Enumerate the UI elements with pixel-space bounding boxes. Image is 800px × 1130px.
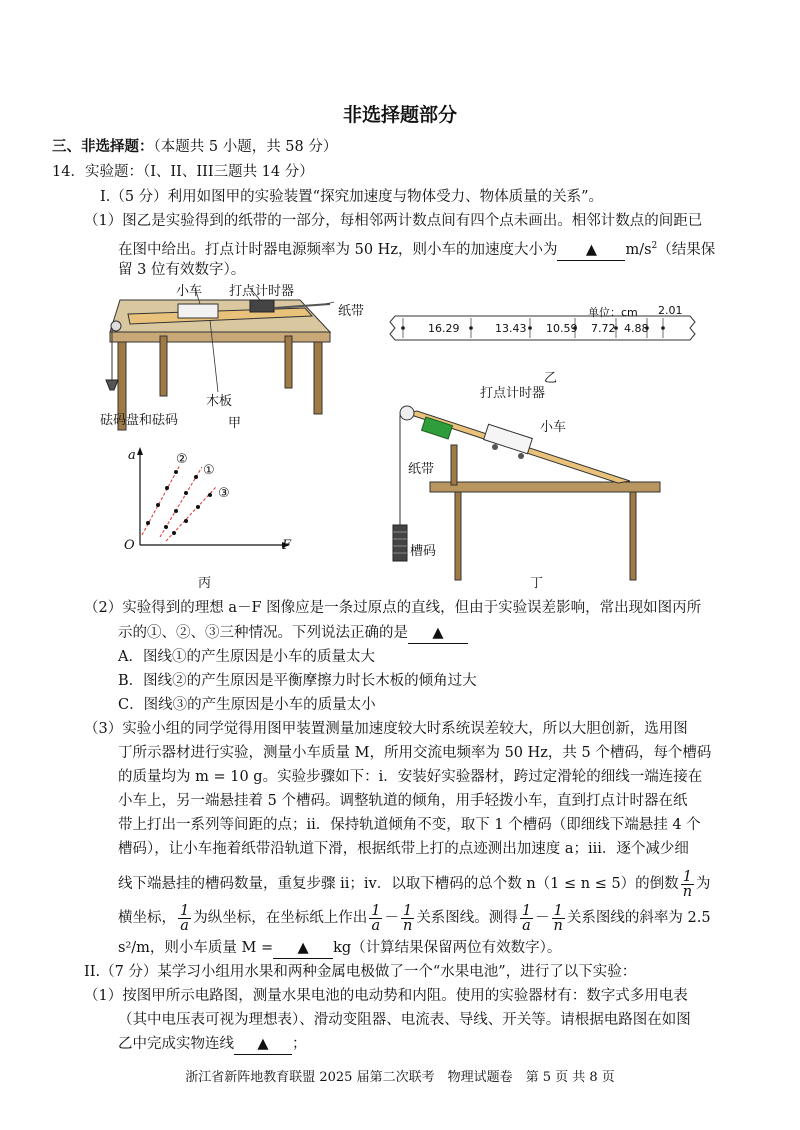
part-I-label: I.（5 分）利用如图甲的实验装置“探究加速度与物体受力、物体质量的关系”。 <box>100 189 603 205</box>
answer-blank[interactable]: ▲ <box>408 623 468 644</box>
p3-line7 <box>118 868 711 900</box>
origin-label: O <box>124 538 135 553</box>
p3-line7-tail: 为 <box>696 876 711 892</box>
dash: － <box>384 910 399 926</box>
p3-line8 <box>118 902 711 934</box>
label-tape-ding: 纸带 <box>408 462 435 477</box>
p2-line2-text: 示的①、②、③三种情况。下列说法正确的是 <box>118 625 408 641</box>
part-II-line2: （1）按图甲所示电路图，测量水果电池的电动势和内阻。使用的实验器材有：数字式多用电表 <box>84 988 688 1004</box>
tape-value: 4.88 <box>624 322 649 335</box>
option-C: C．图线③的产生原因是小车的质量太小 <box>118 697 376 713</box>
label-timer-ding: 打点计时器 <box>480 386 546 401</box>
numerator: 1 <box>552 904 565 919</box>
section-head: 三、非选择题： <box>52 138 154 155</box>
p3-line3: 的质量均为 m = 10 g。实验步骤如下：i．安装好实验器材，跨过定滑轮的细线一端连接在 <box>118 769 703 785</box>
fraction-1-over-a <box>520 904 533 933</box>
p3-line7-text: 线下端悬挂的槽码数量，重复步骤 ii；iv．以取下槽码的总个数 n（1 ≤ n ≤ 5）的倒数 <box>118 876 679 892</box>
page-title: 非选择题部分 <box>342 104 457 126</box>
numerator: 1 <box>401 904 414 919</box>
numerator: 1 <box>521 902 532 919</box>
figure-name-jia: 甲 <box>228 416 242 431</box>
denominator: a <box>371 917 381 934</box>
curve-label-1: ① <box>203 463 215 478</box>
fraction-1-over-a <box>178 904 191 933</box>
tape-unit: 单位：cm <box>588 306 638 319</box>
p3-line4: 小车上，另一端悬挂着 5 个槽码。调整轨道的倾角，用手轻拨小车，直到打点计时器在纸 <box>118 793 688 809</box>
curve-label-3: ③ <box>218 486 230 501</box>
fraction-1-over-n <box>401 904 414 933</box>
unit-sup: 2 <box>651 241 658 251</box>
p2-line2 <box>118 623 468 644</box>
p2-line1: （2）实验得到的理想 a－F 图像应是一条过原点的直线，但由于实验误差影响，常出现如图丙所 <box>84 600 702 616</box>
fraction-1-over-a <box>369 904 382 933</box>
answer-blank[interactable]: ▲ <box>234 1034 292 1055</box>
unit: m/s <box>625 241 652 258</box>
p3-line2: 丁所示器材进行实验，测量小车质量 M，所用交流电频率为 50 Hz，共 5 个槽码，每个槽码 <box>118 745 712 761</box>
q14-heading <box>52 162 314 182</box>
tape-value: 13.43 <box>495 322 527 335</box>
text: 关系图线的斜率为 2.5 <box>566 910 711 926</box>
part-II-line4 <box>118 1034 307 1055</box>
tape-value: 7.72 <box>591 322 616 335</box>
curve-label-2: ② <box>176 452 188 467</box>
text: 横坐标， <box>118 910 176 926</box>
option-A: A．图线①的产生原因是小车的质量太大 <box>118 649 375 665</box>
p1-line2-text: 在图中给出。打点计时器电源频率为 50 Hz，则小车的加速度大小为 <box>118 241 558 258</box>
p1-line3: 留 3 位有效数字）。 <box>118 262 246 278</box>
answer-blank[interactable]: ▲ <box>557 240 625 261</box>
p1-line2 <box>118 236 715 261</box>
fraction-1-over-n <box>552 904 565 933</box>
tape-value: 2.01 <box>658 304 683 317</box>
p3-line6: 槽码），让小车拖着纸带沿轨道下滑，根据纸带上打的点迹测出加速度 a；iii．逐个减少细 <box>118 841 689 857</box>
label-car: 小车 <box>176 284 203 299</box>
figure-name-yi: 乙 <box>544 371 558 386</box>
text: s²/m，则小车质量 M = <box>118 940 274 956</box>
figure-name-bing: 丙 <box>198 576 212 591</box>
section-note: （本题共 5 小题，共 58 分） <box>153 139 338 155</box>
denominator: a <box>522 917 531 934</box>
section-heading <box>52 137 337 157</box>
fraction-1-over-n <box>681 870 694 899</box>
axis-label-F: F <box>282 538 292 553</box>
dash: － <box>535 910 550 926</box>
denominator: n <box>402 917 413 934</box>
p3-line1: （3）实验小组的同学觉得用图甲装置测量加速度较大时系统误差较大，所以大胆创新，选用图 <box>84 721 688 737</box>
text: kg（计算结果保留两位有效数字）。 <box>333 940 562 956</box>
tape-value: 16.29 <box>428 322 460 335</box>
part-II-line3: （其中电压表可视为理想表）、滑动变阻器、电流表、导线、开关等。请根据电路图在如图 <box>118 1012 691 1028</box>
p3-line5: 带上打出一系列等间距的点；ii．保持轨道倾角不变，取下 1 个槽码（即细线下端悬挂 4 个 <box>118 817 701 833</box>
axis-label-a: a <box>128 448 136 463</box>
part-II-line1: II.（7 分）某学习小组用水果和两种金属电极做了一个“水果电池”，进行了以下实验： <box>84 964 637 980</box>
denominator: n <box>682 883 693 900</box>
text: ； <box>292 1036 307 1052</box>
text: 乙中完成实物连线 <box>118 1036 234 1052</box>
q14-num: 14． <box>52 164 85 180</box>
figure-name-ding: 丁 <box>530 576 544 591</box>
label-weights: 砝码盘和砝码 <box>100 413 179 428</box>
label-tape: 纸带 <box>338 304 365 319</box>
label-car-ding: 小车 <box>540 420 567 435</box>
p1-line2-tail: （结果保 <box>657 241 716 258</box>
text: 为纵坐标，在坐标纸上作出 <box>193 910 368 926</box>
text: 关系图线。测得 <box>416 910 518 926</box>
p1-line1: （1）图乙是实验得到的纸带的一部分，每相邻两计数点间有四个点未画出。相邻计数点的间距已 <box>84 213 703 229</box>
option-B: B．图线②的产生原因是平衡摩擦力时长木板的倾角过大 <box>118 673 477 689</box>
answer-blank[interactable]: ▲ <box>273 938 333 959</box>
page-footer: 浙江省新阵地教育联盟 2025 届第二次联考 物理试题卷 第 5 页 共 8 页 <box>185 1070 615 1085</box>
denominator: n <box>553 917 563 934</box>
label-board: 木板 <box>206 394 233 409</box>
numerator: 1 <box>681 870 694 885</box>
p3-line9 <box>118 938 561 959</box>
label-timer: 打点计时器 <box>229 284 295 299</box>
figure-yi-tape <box>385 300 705 370</box>
denominator: a <box>180 917 189 934</box>
q14-text: 实验题：（I、II、III三题共 14 分） <box>84 164 314 180</box>
numerator: 1 <box>180 902 190 919</box>
label-slot-weights: 槽码 <box>410 544 437 559</box>
numerator: 1 <box>371 902 381 919</box>
tape-value: 10.59 <box>546 322 578 335</box>
